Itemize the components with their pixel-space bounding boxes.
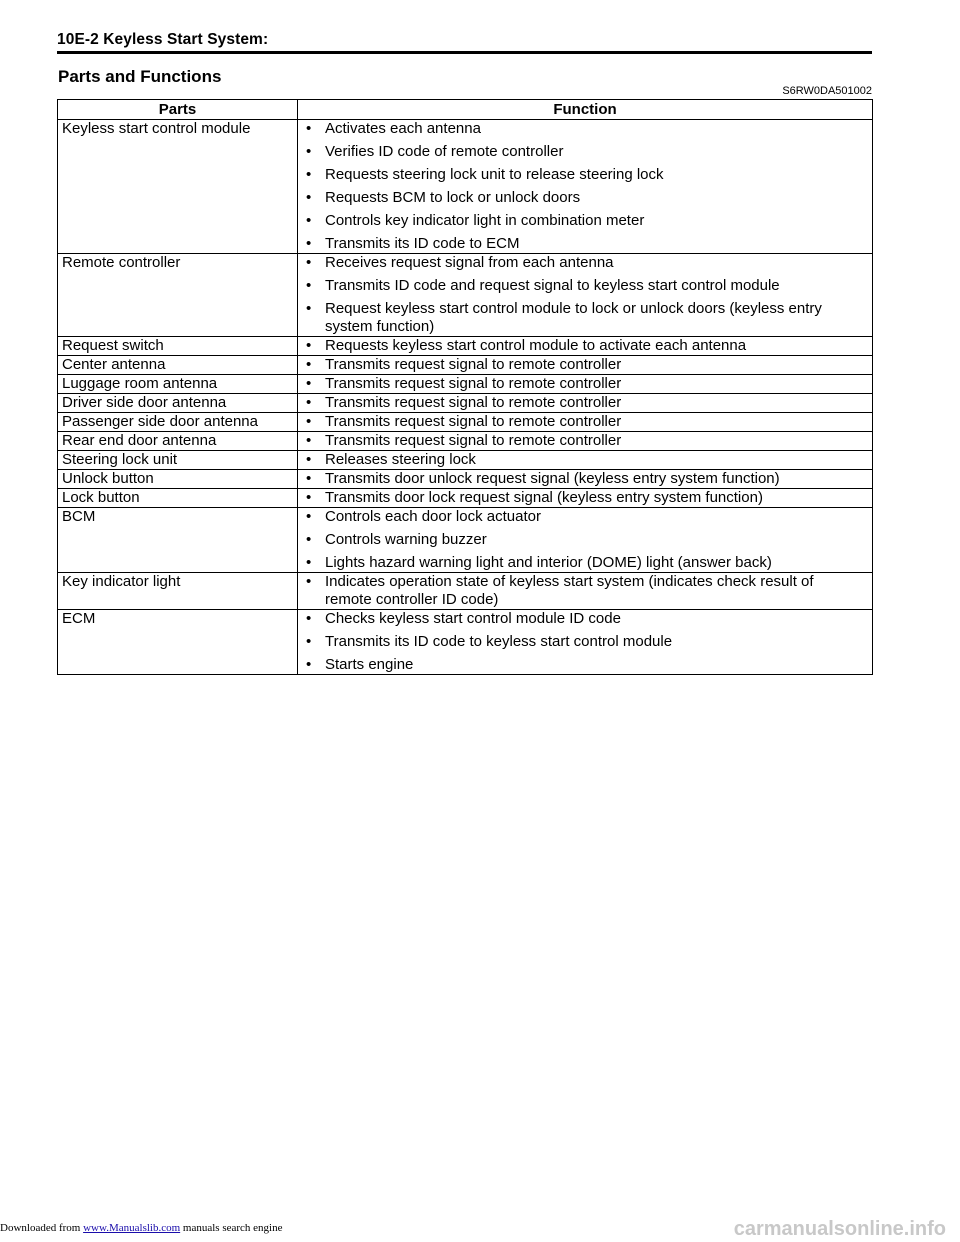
function-text: Transmits request signal to remote controller [325, 375, 622, 392]
bullet: • [306, 254, 312, 271]
function-item [306, 300, 864, 336]
bullet: • [306, 166, 312, 183]
bullet: • [306, 573, 312, 590]
part-name: Driver side door antenna [58, 394, 298, 413]
function-text: Checks keyless start control module ID code [325, 610, 621, 627]
section-title: Parts and Functions [58, 67, 222, 86]
page-header: 10E-2 Keyless Start System: [57, 31, 269, 48]
bullet: • [306, 413, 312, 430]
bullet: • [306, 235, 312, 252]
part-name: ECM [58, 610, 298, 675]
watermark: carmanualsonline.info [733, 1218, 946, 1240]
function-cell [298, 508, 873, 573]
table-row [58, 432, 873, 451]
bullet: • [306, 610, 312, 627]
function-text: Requests steering lock unit to release steering lock [325, 166, 664, 183]
part-name: Passenger side door antenna [58, 413, 298, 432]
footer-suffix: manuals search engine [180, 1222, 283, 1234]
function-item [306, 432, 864, 450]
function-cell [298, 432, 873, 451]
part-name: Remote controller [58, 254, 298, 337]
function-text: Controls each door lock actuator [325, 508, 541, 525]
function-text: Transmits its ID code to ECM [325, 235, 520, 252]
table-row [58, 120, 873, 254]
function-text: Receives request signal from each antenna [325, 254, 614, 271]
function-cell [298, 120, 873, 254]
function-cell [298, 356, 873, 375]
function-item [306, 337, 864, 355]
table-row [58, 394, 873, 413]
table-row [58, 375, 873, 394]
function-item [306, 166, 864, 184]
bullet: • [306, 470, 312, 487]
function-item [306, 554, 864, 572]
function-text: Releases steering lock [325, 451, 476, 468]
function-text: Transmits request signal to remote controller [325, 413, 622, 430]
function-text: Transmits request signal to remote controller [325, 394, 622, 411]
function-text: Controls warning buzzer [325, 531, 487, 548]
function-item [306, 470, 864, 488]
function-cell [298, 470, 873, 489]
bullet: • [306, 120, 312, 137]
table-row [58, 451, 873, 470]
function-cell [298, 610, 873, 675]
function-item [306, 573, 864, 609]
part-name: Unlock button [58, 470, 298, 489]
part-name: BCM [58, 508, 298, 573]
function-item [306, 413, 864, 431]
bullet: • [306, 143, 312, 160]
bullet: • [306, 375, 312, 392]
bullet: • [306, 633, 312, 650]
bullet: • [306, 489, 312, 506]
bullet: • [306, 189, 312, 206]
function-cell [298, 337, 873, 356]
function-text: Indicates operation state of keyless start system (indicates check result of remote controller ID code) [325, 573, 814, 608]
function-item [306, 489, 864, 507]
bullet: • [306, 277, 312, 294]
table-row [58, 356, 873, 375]
function-cell [298, 451, 873, 470]
function-text: Starts engine [325, 656, 414, 673]
function-cell [298, 413, 873, 432]
parts-functions-table [57, 99, 873, 675]
bullet: • [306, 212, 312, 229]
function-item [306, 531, 864, 549]
function-item [306, 120, 864, 138]
table-body [58, 120, 873, 675]
part-name: Lock button [58, 489, 298, 508]
part-name: Steering lock unit [58, 451, 298, 470]
manualslib-link[interactable]: www.Manualslib.com [83, 1222, 181, 1234]
function-item [306, 394, 864, 412]
bullet: • [306, 531, 312, 548]
bullet: • [306, 656, 312, 673]
function-cell [298, 375, 873, 394]
column-header-function: Function [298, 100, 873, 120]
function-cell [298, 489, 873, 508]
function-item [306, 189, 864, 207]
function-text: Request keyless start control module to lock or unlock doors (keyless entry system function) [325, 300, 822, 335]
part-name: Center antenna [58, 356, 298, 375]
table-row [58, 337, 873, 356]
function-item [306, 356, 864, 374]
bullet: • [306, 554, 312, 571]
function-text: Requests keyless start control module to activate each antenna [325, 337, 747, 354]
bullet: • [306, 508, 312, 525]
function-item [306, 277, 864, 295]
bullet: • [306, 337, 312, 354]
footer-prefix: Downloaded from [0, 1222, 84, 1234]
function-text: Transmits request signal to remote controller [325, 432, 622, 449]
function-cell [298, 394, 873, 413]
function-text: Requests BCM to lock or unlock doors [325, 189, 581, 206]
function-item [306, 375, 864, 393]
function-item [306, 656, 864, 674]
function-text: Transmits its ID code to keyless start control module [325, 633, 673, 650]
table-row [58, 508, 873, 573]
header-divider [57, 51, 872, 54]
function-item [306, 254, 864, 272]
function-item [306, 633, 864, 651]
table-row [58, 489, 873, 508]
function-item [306, 508, 864, 526]
table-header-row [58, 100, 873, 120]
function-text: Transmits door lock request signal (keyless entry system function) [325, 489, 763, 506]
table-row [58, 254, 873, 337]
bullet: • [306, 451, 312, 468]
function-item [306, 143, 864, 161]
table-row [58, 573, 873, 610]
function-text: Verifies ID code of remote controller [325, 143, 564, 160]
part-name: Key indicator light [58, 573, 298, 610]
function-item [306, 212, 864, 230]
function-text: Activates each antenna [325, 120, 481, 137]
part-name: Request switch [58, 337, 298, 356]
part-name: Rear end door antenna [58, 432, 298, 451]
function-text: Transmits door unlock request signal (keyless entry system function) [325, 470, 780, 487]
table-row [58, 413, 873, 432]
bullet: • [306, 432, 312, 449]
function-cell [298, 573, 873, 610]
part-name: Keyless start control module [58, 120, 298, 254]
part-name: Luggage room antenna [58, 375, 298, 394]
bullet: • [306, 300, 312, 317]
function-item [306, 610, 864, 628]
function-text: Controls key indicator light in combination meter [325, 212, 645, 229]
function-item [306, 235, 864, 253]
section-code: S6RW0DA501002 [782, 85, 872, 97]
download-footer [0, 1222, 282, 1234]
function-item [306, 451, 864, 469]
bullet: • [306, 394, 312, 411]
bullet: • [306, 356, 312, 373]
function-text: Transmits ID code and request signal to keyless start control module [325, 277, 780, 294]
function-cell [298, 254, 873, 337]
function-text: Transmits request signal to remote controller [325, 356, 622, 373]
table-row [58, 470, 873, 489]
function-text: Lights hazard warning light and interior (DOME) light (answer back) [325, 554, 772, 571]
column-header-parts: Parts [58, 100, 298, 120]
table-row [58, 610, 873, 675]
